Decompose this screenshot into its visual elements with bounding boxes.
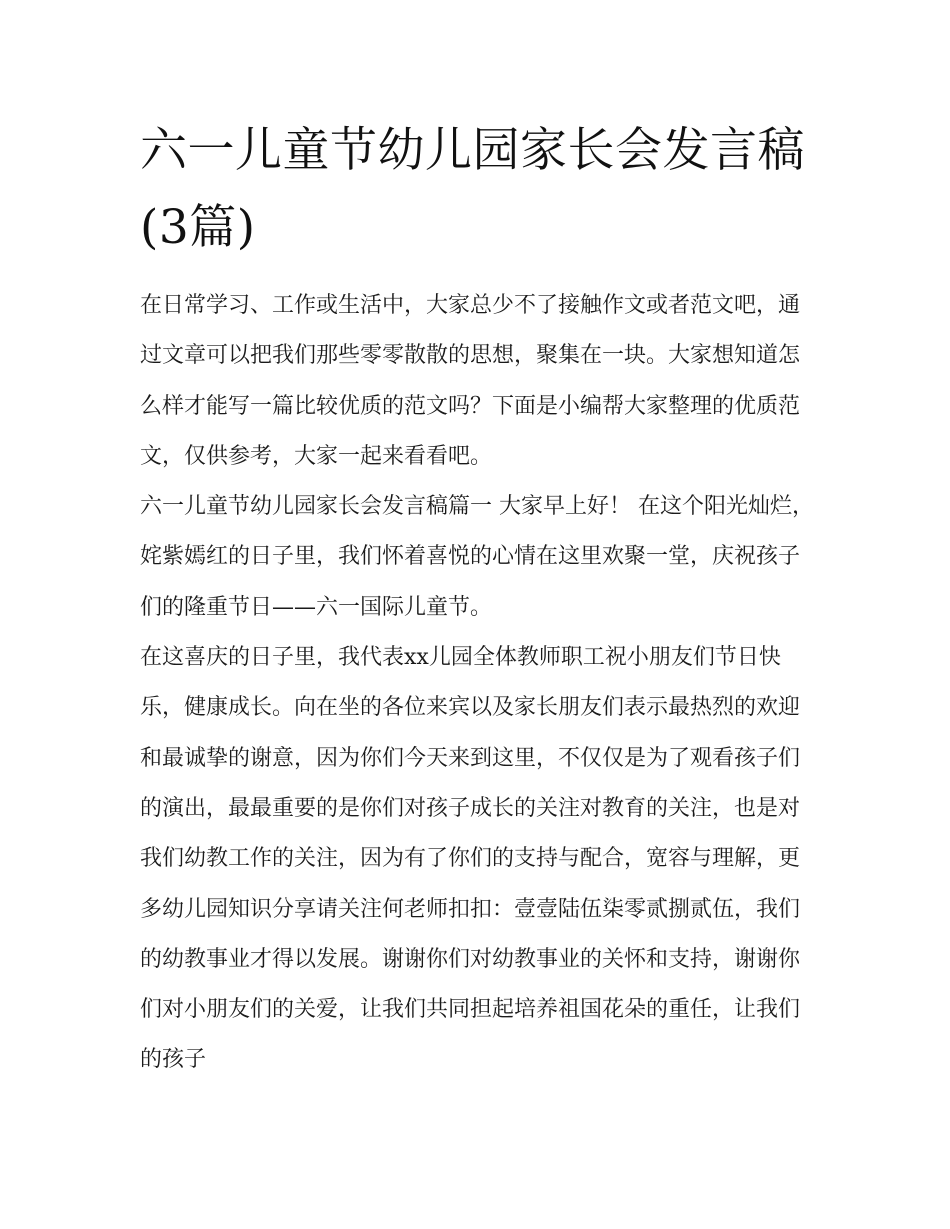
- paragraph-intro: 在日常学习、工作或生活中，大家总少不了接触作文或者范文吧，通过文章可以把我们那些零零散散的思想，聚集在一块。大家想知道怎么样才能写一篇比较优质的范文吗？下面是小编帮大家整理的优质范文，仅供参考，大家一起来看看吧。: [140, 293, 801, 469]
- paragraph-speech-body: 在这喜庆的日子里，我代表xx儿园全体教师职工祝小朋友们节日快乐，健康成长。向在坐的各位来宾以及家长朋友们表示最热烈的欢迎和最诚挚的谢意，因为你们今天来到这里，不仅仅是为了观看孩子们的演出，最最重要的是你们对孩子成长的关注对教育的关注，也是对我们幼教工作的关注，因为有了你们的支持与配合，宽容与理解，更多幼儿园知识分享请关注何老师扣扣：壹壹陆伍柒零贰捌贰伍，我们的幼教事业才得以发展。谢谢你们对幼教事业的关怀和支持，谢谢你们对小朋友们的关爱，让我们共同担起培养祖国花朵的重任，让我们的孩子: [140, 645, 801, 1073]
- paragraph-speech-opening: 六一儿童节幼儿园家长会发言稿篇一 大家早上好！ 在这个阳光灿烂，姹紫嫣红的日子里，我们怀着喜悦的心情在这里欢聚一堂，庆祝孩子们的隆重节日——六一国际儿童节。: [140, 494, 814, 620]
- document-body: [140, 281, 820, 1086]
- document-title: 六一儿童节幼儿园家长会发言稿(3篇): [140, 123, 805, 255]
